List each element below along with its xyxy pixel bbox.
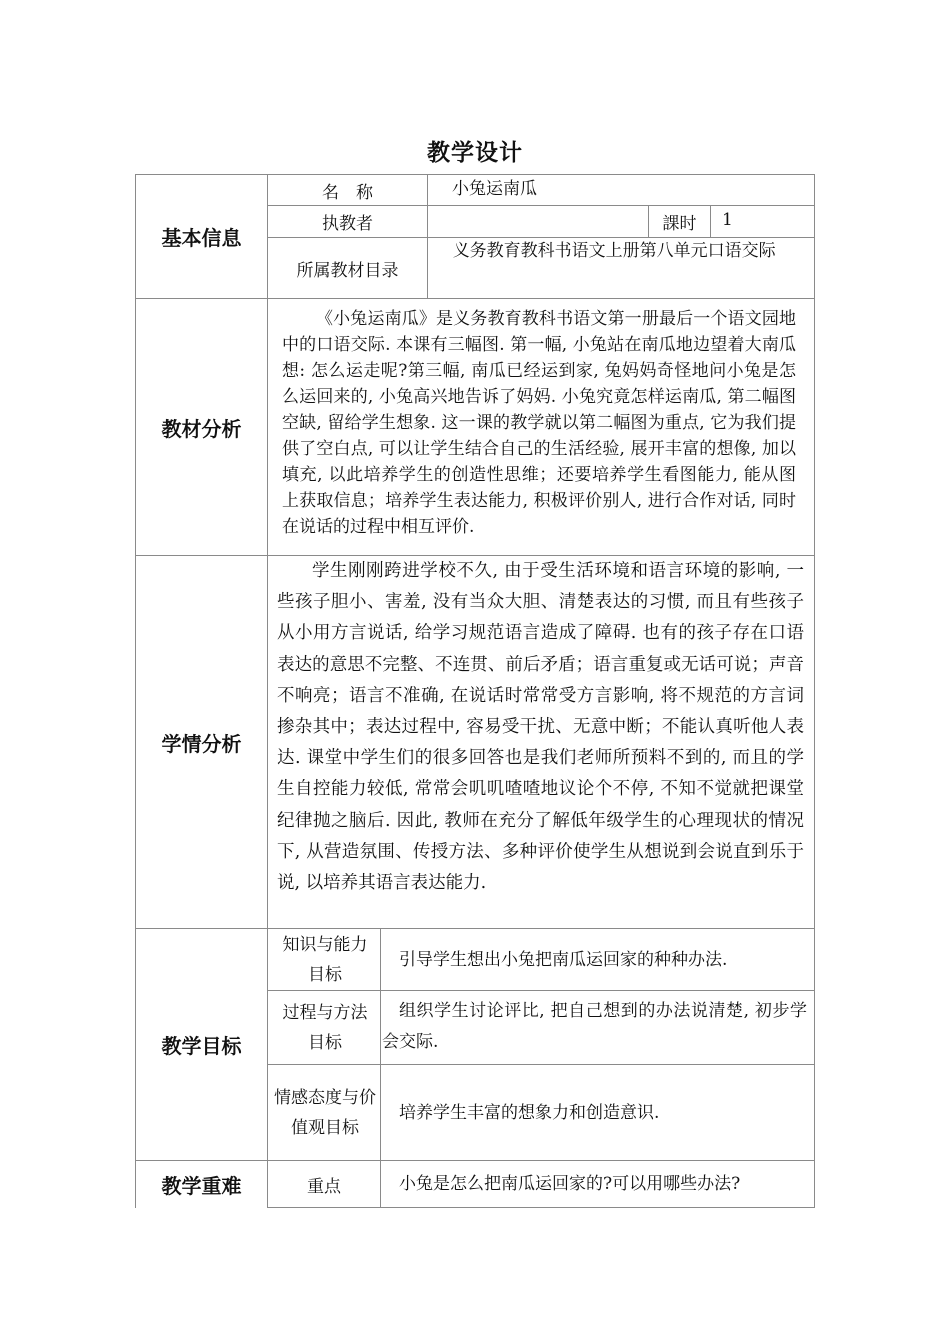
teaching-goals-heading: 教学目标 xyxy=(161,1034,242,1058)
material-analysis-text: 《小兔运南瓜》是义务教育教科书语文第一册最后一个语文园地中的口语交际. 本课有三幅图. 第一幅, 小兔站在南瓜地边望着大南瓜想: 怎么运走呢?第三幅, 南瓜已经运到家, 兔妈妈奇怪地问小兔是怎么运回来的, 小兔高兴地告诉了妈妈. 小兔究竟怎样运南瓜, 第二幅图空缺, 留给学生想象. 这一课的教学就以第二幅图为重点, 它为我们提供了空白点, 可以让学生结合自己的生活经验, 展开丰富的想像, 加以填充, 以此培养学生的创造性思维；还要培养学生看图能力, 能从图上获取信息；培养学生表达能力, 积极评价别人, 进行合作对话, 同时在说话的过程中相互评价. xyxy=(282,309,796,537)
page-title: 教学设计 xyxy=(427,140,523,166)
key-point-label: 重点 xyxy=(307,1176,341,1197)
name-label: 名 称 xyxy=(322,182,373,203)
period-value: 1 xyxy=(722,210,733,230)
key-difficulty-heading: 教学重难 xyxy=(161,1173,242,1198)
catalog-label: 所属教材目录 xyxy=(296,260,399,281)
goal-knowledge-text: 引导学生想出小兔把南瓜运回家的种种办法. xyxy=(399,949,728,970)
catalog-value: 义务教育教科书语文上册第八单元口语交际 xyxy=(452,241,776,261)
student-analysis-text: 学生刚刚跨进学校不久, 由于受生活环境和语言环境的影响, 一些孩子胆小、害羞, 没有当众大胆、清楚表达的习惯, 而且有些孩子从小用方言说话, 给学习规范语言造成了障碍. 也有的孩子存在口语表达的意思不完整、不连贯、前后矛盾；语言重复或无话可说；声音不响亮；语言不准确, 在说话时常常受方言影响, 将不规范的方言词掺杂其中；表达过程中, 容易受干扰、无意中断；不能认真听他人表达. 课堂中学生们的很多回答也是我们老师所预料不到的, 而且的学生自控能力较低, 常常会叽叽喳喳地议论个不停, 不知不觉就把课堂纪律抛之脑后. 因此, 教师在充分了解低年级学生的心理现状的情况下, 从营造氛围、传授方法、多种评价使学生从想说到会说直到乐于说, 以培养其语言表达能力. xyxy=(277,561,804,894)
name-value: 小兔运南瓜 xyxy=(452,179,537,199)
key-point-text: 小兔是怎么把南瓜运回家的?可以用哪些办法? xyxy=(399,1174,741,1194)
student-analysis-heading: 学情分析 xyxy=(161,731,242,756)
material-analysis-heading: 教材分析 xyxy=(161,416,242,441)
goal-process-label: 过程与方法目标 xyxy=(282,1002,368,1053)
basic-info-heading: 基本信息 xyxy=(161,226,242,250)
goal-emotion-label: 情感态度与价值观目标 xyxy=(274,1087,376,1138)
teacher-value xyxy=(428,206,648,237)
teacher-label: 执教者 xyxy=(322,214,373,234)
goal-knowledge-label: 知识与能力目标 xyxy=(282,934,368,985)
period-label: 課时 xyxy=(662,214,697,234)
goal-emotion-text: 培养学生丰富的想象力和创造意识. xyxy=(399,1102,660,1123)
goal-process-text: 组织学生讨论评比, 把自己想到的办法说清楚, 初步学会交际. xyxy=(382,1001,807,1052)
